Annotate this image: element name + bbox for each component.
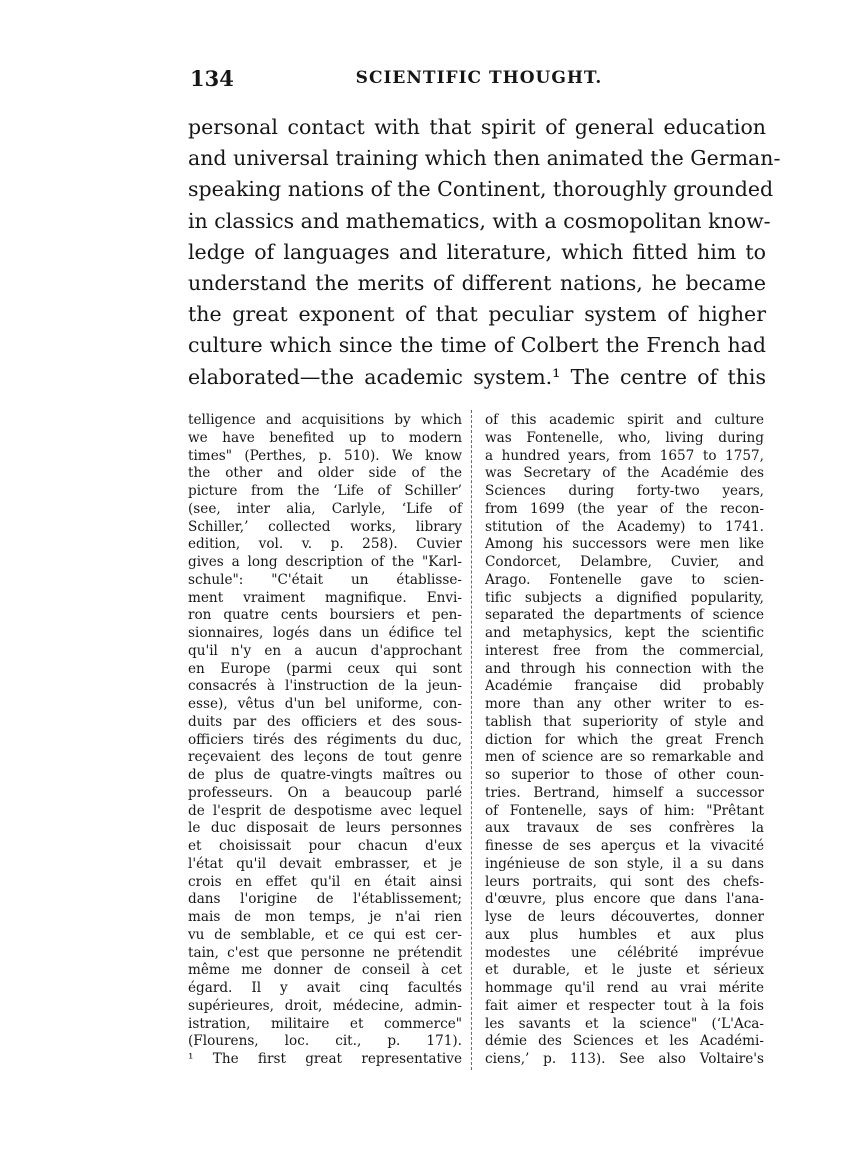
footnote-line: Among his successors were men like: [485, 536, 764, 553]
footnote-line: diction for which the great French: [485, 731, 764, 748]
footnote-line: de l'esprit de despotisme avec lequel: [188, 802, 462, 819]
footnote-line: et durable, et le juste et sérieux: [485, 962, 764, 979]
running-title: SCIENTIFIC THOUGHT.: [355, 68, 603, 88]
footnote-line: ciens,’ p. 113). See also Voltaire's: [485, 1051, 764, 1067]
footnote-line: separated the departments of science: [485, 607, 764, 624]
footnote-line: leurs portraits, qui sont des chefs-: [485, 873, 764, 890]
footnote-line: qu'il n'y en a aucun d'approchant: [188, 642, 462, 659]
footnote-line: ¹ The first great representative: [188, 1051, 462, 1067]
footnote-line: mais de mon temps, je n'ai rien: [188, 909, 462, 925]
footnote-line: so superior to those of other coun-: [485, 767, 764, 783]
main-text-line: ledge of languages and literature, which fitted him to: [188, 239, 766, 264]
footnote-line: officiers tirés des régiments du duc,: [188, 731, 462, 748]
footnote-line: telligence and acquisitions by which: [188, 412, 462, 428]
main-text-line: in classics and mathematics, with a cosmopolitan know-: [188, 208, 771, 233]
footnote-line: schule": "C'était un établisse-: [188, 571, 462, 588]
footnote-line: from 1699 (the year of the recon-: [485, 500, 764, 517]
footnote-line: aux plus humbles et aux plus: [485, 926, 764, 943]
main-text-line: speaking nations of the Continent, thoroughly grounded: [188, 177, 774, 202]
footnote-line: men of science are so remarkable and: [485, 749, 764, 766]
footnote-column-right: [485, 412, 764, 1069]
footnote-line: aux travaux de ses confrères la: [485, 820, 764, 837]
main-text-line: elaborated—the academic system.¹ The centre of this: [188, 364, 766, 389]
main-text-line: and universal training which then animated the German-: [188, 146, 781, 171]
footnote-line: more than any other writer to es-: [485, 696, 764, 712]
footnote-line: en Europe (parmi ceux qui sont: [188, 660, 462, 677]
footnote-line: (see, inter alia, Carlyle, ‘Life of: [188, 500, 462, 517]
main-text-block: [188, 112, 781, 393]
footnote-line: interest free from the commercial,: [485, 642, 764, 659]
footnote-line: picture from the ‘Life of Schiller’: [188, 483, 462, 499]
footnote-line: vu de semblable, et ce qui est cer-: [188, 926, 462, 943]
footnote-line: istration, militaire et commerce": [188, 1015, 462, 1032]
footnote-line: times" (Perthes, p. 510). We know: [188, 447, 462, 464]
footnote-line: edition, vol. v. p. 258). Cuvier: [188, 536, 462, 553]
footnote-line: Arago. Fontenelle gave to scien-: [485, 571, 764, 588]
main-text-line: the great exponent of that peculiar system of higher: [188, 302, 766, 327]
main-text-line: personal contact with that spirit of general education: [188, 115, 766, 139]
footnote-line: supérieures, droit, médecine, admin-: [188, 997, 462, 1014]
footnote-line: tries. Bertrand, himself a successor: [485, 784, 764, 801]
footnote-line: les savants et la science" (‘L'Aca-: [485, 1015, 764, 1032]
footnote-line: égard. Il y avait cinq facultés: [188, 980, 462, 996]
page-header: [190, 66, 768, 96]
footnote-line: démie des Sciences et les Académi-: [485, 1033, 764, 1050]
main-text-line: culture which since the time of Colbert the French had: [188, 333, 766, 358]
footnote-line: dans l'origine de l'établissement;: [188, 891, 462, 908]
footnote-line: crois en effet qu'il en était ainsi: [188, 873, 462, 890]
footnote-line: tific subjects a dignified popularity,: [485, 589, 764, 606]
footnote-line: ron quatre cents boursiers et pen-: [188, 607, 462, 624]
footnote-line: professeurs. On a beaucoup parlé: [188, 784, 462, 801]
footnote-line: was Secretary of the Académie des: [485, 465, 764, 482]
footnote-line: Académie française did probably: [485, 678, 764, 695]
footnote-line: et choisissait pour chacun d'eux: [188, 838, 462, 854]
footnote-line: de plus de quatre-vingts maîtres ou: [188, 767, 462, 783]
footnote-line: a hundred years, from 1657 to 1757,: [485, 447, 764, 464]
footnote-line: Schiller,’ collected works, library: [188, 518, 462, 535]
main-text-line: understand the merits of different nations, he became: [188, 270, 766, 295]
footnote-line: modestes une célébrité imprévue: [485, 944, 764, 961]
footnote-line: esse), vêtus d'un bel uniforme, con-: [188, 696, 462, 712]
footnote-line: hommage qu'il rend au vrai mérite: [485, 980, 764, 996]
footnote-line: le duc disposait de leurs personnes: [188, 820, 462, 837]
footnote-column-left: [188, 412, 462, 1069]
footnote-line: l'état qu'il devait embrasser, et je: [188, 855, 462, 872]
footnote-line: of Fontenelle, says of him: "Prêtant: [485, 802, 764, 819]
footnote-line: tablish that superiority of style and: [485, 713, 764, 730]
footnote-line: tain, c'est que personne ne prétendit: [188, 944, 462, 961]
footnote-line: ingénieuse de son style, il a su dans: [485, 855, 764, 872]
footnote-line: d'œuvre, plus encore que dans l'ana-: [485, 891, 764, 908]
footnote-line: duits par des officiers et des sous-: [188, 713, 462, 730]
footnote-line: fait aimer et respecter tout à la fois: [485, 997, 764, 1014]
footnote-line: Condorcet, Delambre, Cuvier, and: [485, 554, 764, 570]
footnote-line: consacrés à l'instruction de la jeun-: [188, 678, 462, 695]
footnote-line: finesse de ses aperçus et la vivacité: [485, 838, 764, 854]
footnote-line: of this academic spirit and culture: [485, 412, 764, 428]
footnote-line: sionnaires, logés dans un édifice tel: [188, 625, 462, 641]
footnote-line: we have benefited up to modern: [188, 429, 462, 446]
column-divider: [471, 410, 472, 1070]
footnote-line: ment vraiment magnifique. Envi-: [188, 589, 462, 606]
footnote-line: the other and older side of the: [188, 465, 462, 482]
footnote-line: and through his connection with the: [485, 660, 764, 677]
footnote-line: (Flourens, loc. cit., p. 171).: [188, 1033, 462, 1050]
footnote-line: was Fontenelle, who, living during: [485, 429, 764, 446]
footnote-line: stitution of the Academy) to 1741.: [485, 518, 764, 535]
page-number: 134: [190, 66, 234, 91]
footnote-line: reçevaient des leçons de tout genre: [188, 749, 462, 766]
footnote-line: Sciences during forty-two years,: [485, 483, 764, 499]
footnote-line: même me donner de conseil à cet: [188, 962, 462, 979]
footnote-line: gives a long description of the "Karl-: [188, 554, 462, 570]
footnote-line: lyse de leurs découvertes, donner: [485, 909, 764, 925]
footnote-line: and metaphysics, kept the scientific: [485, 625, 764, 641]
